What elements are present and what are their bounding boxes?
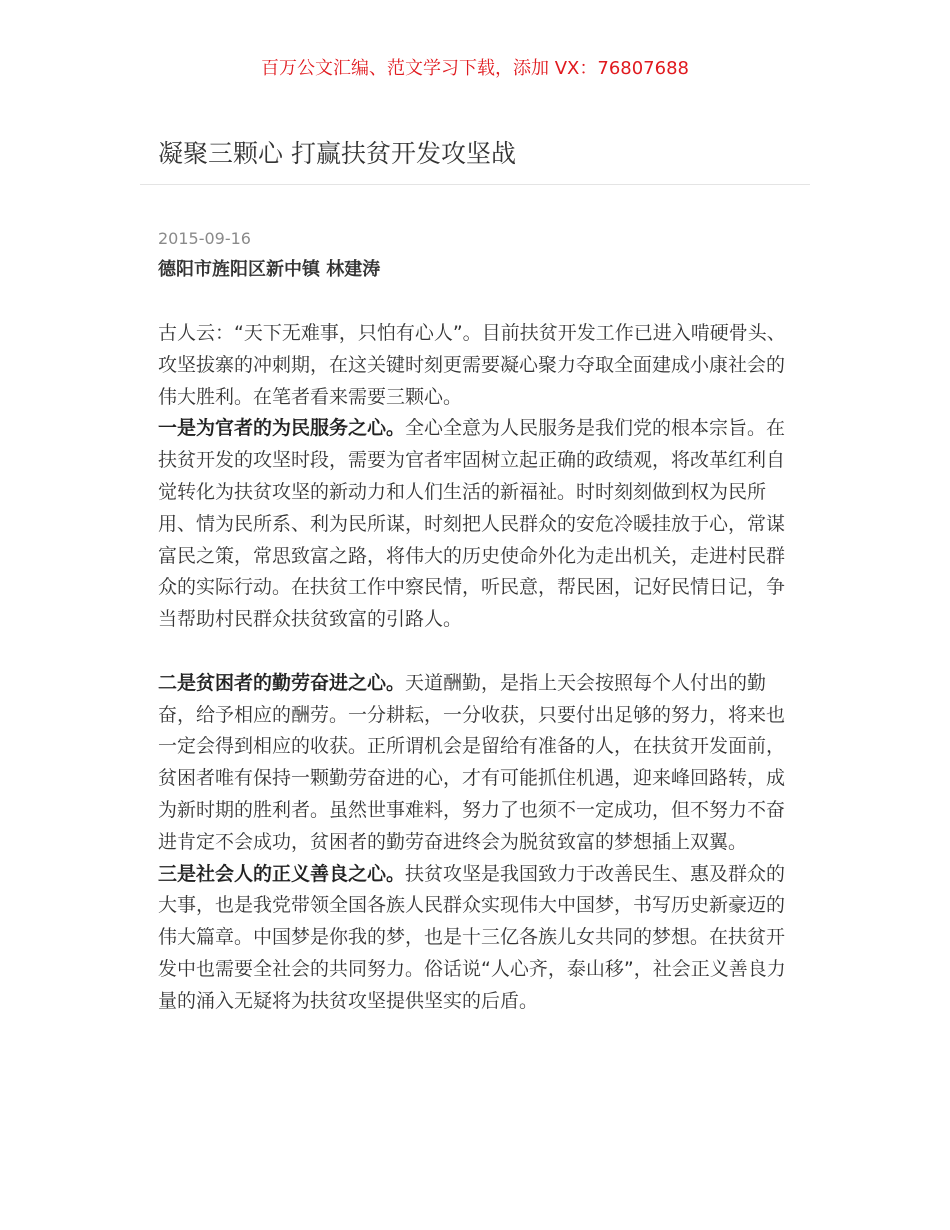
section-heading-3: 三是社会人的正义善良之心。 bbox=[158, 862, 406, 885]
promo-banner: 百万公文汇编、范文学习下载，添加 VX：76807688 bbox=[261, 58, 689, 79]
section-paragraph-3 bbox=[158, 859, 794, 1018]
section-heading-1: 一是为官者的为民服务之心。 bbox=[158, 417, 406, 440]
section-paragraph-1 bbox=[158, 413, 794, 636]
article-author: 德阳市旌阳区新中镇 林建涛 bbox=[158, 259, 381, 280]
section-heading-2: 二是贫困者的勤劳奋进之心。 bbox=[158, 671, 406, 694]
article-body bbox=[158, 318, 794, 1018]
title-divider bbox=[140, 184, 810, 185]
paragraph-gap bbox=[158, 636, 794, 668]
section-text-3: 扶贫攻坚是我国致力于改善民生、惠及群众的大事，也是我党带领全国各族人民群众实现伟大中国梦，书写历史新豪迈的伟大篇章。中国梦是你我的梦，也是十三亿各族儿女共同的梦想。在扶贫开发中也需要全社会的共同努力。俗话说“人心齐，泰山移”，社会正义善良力量的涌入无疑将为扶贫攻坚提供坚实的后盾。 bbox=[158, 862, 786, 1012]
section-text-1: 全心全意为人民服务是我们党的根本宗旨。在扶贫开发的攻坚时段，需要为官者牢固树立起正确的政绩观，将改革红利自觉转化为扶贫攻坚的新动力和人们生活的新福祉。时时刻刻做到权为民所用、情为民所系、利为民所谋，时刻把人民群众的安危冷暖挂放于心，常谋富民之策，常思致富之路，将伟大的历史使命外化为走出机关，走进村民群众的实际行动。在扶贫工作中察民情，听民意，帮民困，记好民情日记，争当帮助村民群众扶贫致富的引路人。 bbox=[158, 417, 786, 631]
intro-paragraph: 古人云：“天下无难事，只怕有心人”。目前扶贫开发工作已进入啃硬骨头、攻坚拔寨的冲刺期，在这关键时刻更需要凝心聚力夺取全面建成小康社会的伟大胜利。在笔者看来需要三颗心。 bbox=[158, 322, 786, 408]
article-title: 凝聚三颗心 打赢扶贫开发攻坚战 bbox=[158, 139, 516, 168]
section-paragraph-2 bbox=[158, 668, 794, 859]
section-text-2: 天道酬勤，是指上天会按照每个人付出的勤奋，给予相应的酬劳。一分耕耘，一分收获，只要付出足够的努力，将来也一定会得到相应的收获。正所谓机会是留给有准备的人，在扶贫开发面前，贫困者唯有保持一颗勤劳奋进的心，才有可能抓住机遇，迎来峰回路转，成为新时期的胜利者。虽然世事难料，努力了也须不一定成功，但不努力不奋进肯定不会成功，贫困者的勤劳奋进终会为脱贫致富的梦想插上双翼。 bbox=[158, 671, 786, 853]
publish-date: 2015-09-16 bbox=[158, 229, 251, 248]
